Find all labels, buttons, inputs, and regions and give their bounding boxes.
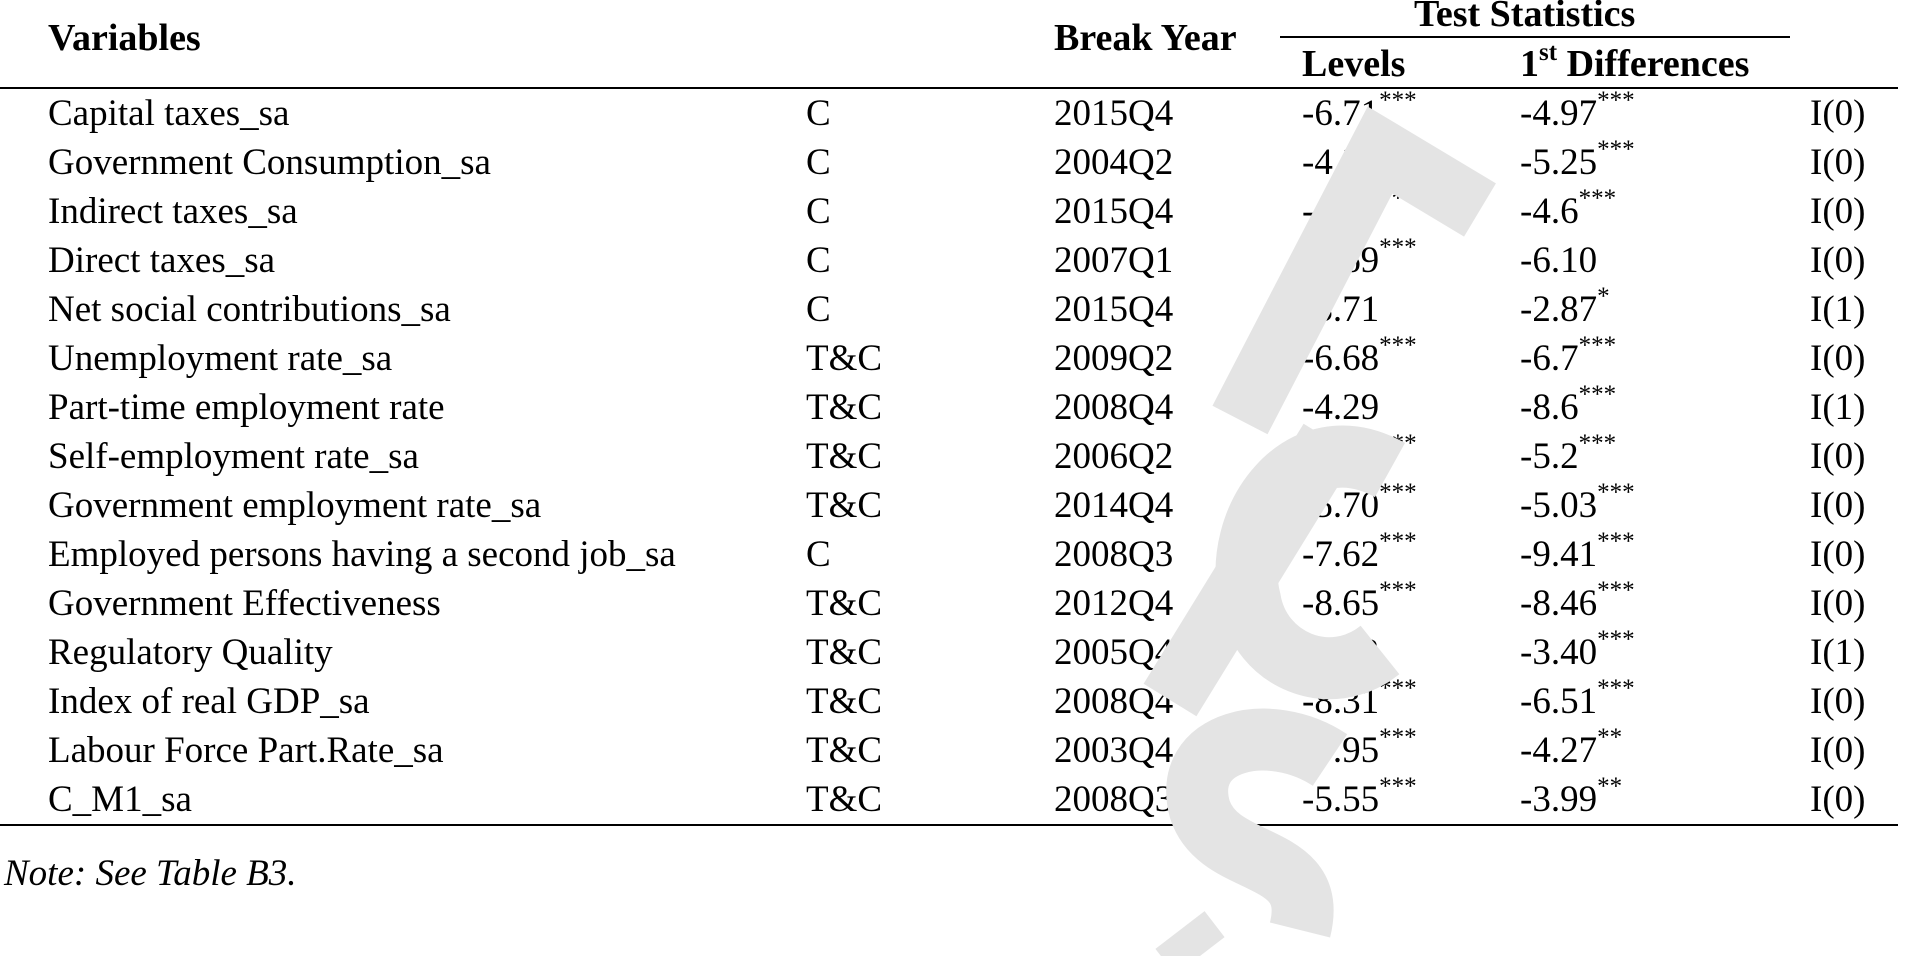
integration-order-cell-value: I(0) (1810, 436, 1866, 477)
variable-cell (48, 726, 444, 775)
break-year-cell (1054, 530, 1173, 579)
differences-cell (1520, 478, 1635, 530)
differences-cell (1520, 135, 1635, 187)
differences-cell (1520, 723, 1623, 775)
differences-cell (1520, 772, 1623, 824)
significance-stars: *** (1578, 380, 1617, 408)
variable-cell-value: C_M1_sa (48, 779, 192, 820)
break-year-cell-value: 2015Q4 (1054, 191, 1174, 232)
variable-cell-value: Direct taxes_sa (48, 240, 276, 281)
levels-cell-value: -6.68 (1302, 338, 1380, 379)
differences-cell-value: -8.6 (1520, 387, 1579, 428)
variable-cell-value: Unemployment rate_sa (48, 338, 393, 379)
model-cell-value: C (806, 289, 831, 330)
integration-order-cell (1810, 726, 1865, 775)
watermark-letter-u (1180, 930, 1200, 956)
break-year-cell (1054, 775, 1173, 824)
levels-cell (1302, 723, 1417, 775)
significance-stars: ** (1597, 723, 1623, 751)
levels-cell (1302, 233, 1417, 285)
significance-stars: *** (1597, 527, 1635, 555)
header-differences-label: Differences (1557, 43, 1750, 85)
model-cell (806, 530, 831, 579)
significance-stars: * (1597, 282, 1610, 310)
integration-order-cell-value: I(0) (1810, 583, 1866, 624)
model-cell (806, 677, 882, 726)
variable-cell-value: Government Consumption_sa (48, 142, 491, 183)
header-test-statistics: Test Statistics (1414, 0, 1636, 35)
variable-cell (48, 89, 289, 138)
integration-order-cell (1810, 89, 1865, 138)
variable-cell (48, 579, 441, 628)
integration-order-cell-value: I(0) (1810, 338, 1866, 379)
header-differences-ordinal: 1 (1520, 43, 1539, 85)
differences-cell-value: -6.10 (1520, 240, 1598, 281)
levels-cell-value: -4.22 (1302, 632, 1380, 673)
integration-order-cell (1810, 530, 1865, 579)
levels-cell (1302, 184, 1405, 236)
break-year-cell (1054, 187, 1173, 236)
model-cell (806, 775, 882, 824)
model-cell-value: T&C (806, 632, 883, 673)
levels-cell-value: -4.29 (1302, 387, 1380, 428)
variable-cell-value: Self-employment rate_sa (48, 436, 419, 477)
break-year-cell-value: 2003Q4 (1054, 730, 1174, 771)
model-cell (806, 187, 831, 236)
significance-stars: *** (1379, 233, 1417, 261)
variable-cell (48, 677, 370, 726)
differences-cell-value: -4.97 (1520, 93, 1598, 134)
break-year-cell-value: 2008Q4 (1054, 387, 1174, 428)
table-row (0, 429, 1909, 481)
model-cell-value: T&C (806, 387, 883, 428)
variable-cell-value: Government Effectiveness (48, 583, 441, 624)
break-year-cell-value: 2006Q2 (1054, 436, 1174, 477)
break-year-cell-value: 2008Q3 (1054, 779, 1174, 820)
table-row (0, 135, 1909, 187)
break-year-cell (1054, 481, 1173, 530)
model-cell (806, 432, 882, 481)
break-year-cell (1054, 677, 1173, 726)
model-cell-value: T&C (806, 583, 883, 624)
differences-cell (1520, 674, 1635, 726)
integration-order-cell (1810, 383, 1865, 432)
model-cell (806, 628, 882, 677)
differences-cell-value: -3.40 (1520, 632, 1598, 673)
levels-cell-value: -5.70 (1302, 485, 1380, 526)
table-row (0, 282, 1909, 334)
differences-cell-value: -4.6 (1520, 191, 1579, 232)
break-year-cell-value: 2008Q4 (1054, 681, 1174, 722)
model-cell (806, 285, 831, 334)
significance-stars: *** (1578, 331, 1617, 359)
table-row (0, 380, 1909, 432)
break-year-cell (1054, 579, 1173, 628)
integration-order-cell (1810, 579, 1865, 628)
differences-cell (1520, 236, 1597, 285)
levels-cell-value: -5.55 (1302, 779, 1380, 820)
differences-cell (1520, 527, 1635, 579)
table-row (0, 86, 1909, 138)
significance-stars: ** (1597, 772, 1623, 800)
levels-cell (1302, 86, 1417, 138)
header-differences (1520, 39, 1750, 86)
variable-cell-value: Government employment rate_sa (48, 485, 542, 526)
table-row (0, 478, 1909, 530)
header-differences-sup: st (1539, 39, 1558, 67)
break-year-cell (1054, 138, 1173, 187)
levels-cell (1302, 285, 1379, 334)
levels-cell (1302, 772, 1417, 824)
model-cell-value: C (806, 191, 831, 232)
significance-stars: *** (1379, 478, 1417, 506)
differences-cell-value: -5.03 (1520, 485, 1598, 526)
levels-cell (1302, 527, 1417, 579)
model-cell-value: C (806, 93, 831, 134)
differences-cell-value: -2.87 (1520, 289, 1598, 330)
variable-cell-value: Index of real GDP_sa (48, 681, 370, 722)
integration-order-cell-value: I(0) (1810, 681, 1866, 722)
significance-stars: *** (1597, 135, 1635, 163)
variable-cell (48, 383, 445, 432)
differences-cell-value: -5.2 (1520, 436, 1579, 477)
significance-stars: *** (1597, 625, 1635, 653)
model-cell (806, 138, 831, 187)
variable-cell-value: Part-time employment rate (48, 387, 445, 428)
integration-order-cell (1810, 628, 1865, 677)
levels-cell-value: -6.71 (1302, 93, 1380, 134)
variable-cell (48, 775, 192, 824)
levels-cell (1302, 478, 1417, 530)
table-row (0, 184, 1909, 236)
levels-cell-value: -7.23 (1302, 436, 1380, 477)
model-cell (806, 89, 831, 138)
differences-cell-value: -9.41 (1520, 534, 1598, 575)
model-cell-value: T&C (806, 485, 883, 526)
variable-cell-value: Net social contributions_sa (48, 289, 451, 330)
break-year-cell-value: 2015Q4 (1054, 93, 1174, 134)
levels-cell-value: -5.95 (1302, 730, 1380, 771)
header-levels: Levels (1302, 43, 1406, 85)
break-year-cell (1054, 432, 1173, 481)
integration-order-cell-value: I(0) (1810, 779, 1866, 820)
integration-order-cell-value: I(0) (1810, 730, 1866, 771)
break-year-cell (1054, 334, 1173, 383)
differences-cell (1520, 86, 1635, 138)
integration-order-cell (1810, 677, 1865, 726)
significance-stars: *** (1379, 331, 1417, 359)
differences-cell-value: -4.27 (1520, 730, 1598, 771)
table-row (0, 772, 1909, 824)
significance-stars: *** (1379, 772, 1417, 800)
significance-stars: *** (1597, 674, 1635, 702)
significance-stars: *** (1578, 429, 1617, 457)
significance-stars: * (1379, 135, 1392, 163)
break-year-cell-value: 2005Q4 (1054, 632, 1174, 673)
table-row (0, 674, 1909, 726)
integration-order-cell-value: I(0) (1810, 240, 1866, 281)
break-year-cell (1054, 628, 1173, 677)
levels-cell-value: -7.62 (1302, 534, 1380, 575)
significance-stars: *** (1597, 86, 1635, 114)
differences-cell (1520, 380, 1617, 432)
variable-cell-value: Indirect taxes_sa (48, 191, 298, 232)
model-cell (806, 579, 882, 628)
levels-cell (1302, 628, 1379, 677)
table-row (0, 625, 1909, 677)
model-cell-value: T&C (806, 779, 883, 820)
model-cell-value: T&C (806, 681, 883, 722)
break-year-cell (1054, 285, 1173, 334)
break-year-cell (1054, 726, 1173, 775)
levels-cell-value: -8.65 (1302, 583, 1380, 624)
break-year-cell-value: 2008Q3 (1054, 534, 1174, 575)
significance-stars: ** (1379, 184, 1405, 212)
model-cell-value: C (806, 240, 831, 281)
model-cell-value: C (806, 534, 831, 575)
variable-cell (48, 334, 392, 383)
variable-cell (48, 187, 298, 236)
differences-cell-value: -8.46 (1520, 583, 1598, 624)
variable-cell (48, 236, 275, 285)
levels-cell-value: -8.31 (1302, 681, 1380, 722)
integration-order-cell-value: I(0) (1810, 534, 1866, 575)
model-cell-value: C (806, 142, 831, 183)
integration-order-cell (1810, 285, 1865, 334)
integration-order-cell-value: I(1) (1810, 387, 1866, 428)
table-row (0, 331, 1909, 383)
levels-cell (1302, 331, 1417, 383)
levels-cell (1302, 576, 1417, 628)
levels-cell (1302, 674, 1417, 726)
levels-cell (1302, 429, 1417, 481)
levels-cell (1302, 135, 1392, 187)
differences-cell (1520, 576, 1635, 628)
table-row (0, 233, 1909, 285)
integration-order-cell-value: I(0) (1810, 191, 1866, 232)
table-note: Note: See Table B3. (4, 853, 297, 894)
levels-cell-value: -3.71 (1302, 289, 1380, 330)
variable-cell (48, 530, 676, 579)
test-statistics-rule (1280, 36, 1790, 38)
header-break-year: Break Year (1054, 17, 1237, 59)
variable-cell (48, 285, 451, 334)
integration-order-cell (1810, 432, 1865, 481)
significance-stars: *** (1379, 86, 1417, 114)
significance-stars: *** (1379, 674, 1417, 702)
model-cell-value: T&C (806, 730, 883, 771)
model-cell-value: T&C (806, 436, 883, 477)
table-row (0, 527, 1909, 579)
model-cell-value: T&C (806, 338, 883, 379)
variable-cell (48, 432, 419, 481)
variable-cell (48, 138, 491, 187)
variable-cell-value: Employed persons having a second job_sa (48, 534, 676, 575)
significance-stars: *** (1597, 478, 1635, 506)
levels-cell (1302, 383, 1379, 432)
differences-cell (1520, 331, 1617, 383)
differences-cell-value: -6.7 (1520, 338, 1579, 379)
variable-cell-value: Regulatory Quality (48, 632, 333, 673)
break-year-cell-value: 2004Q2 (1054, 142, 1174, 183)
integration-order-cell-value: I(1) (1810, 289, 1866, 330)
model-cell (806, 383, 882, 432)
differences-cell-value: -5.25 (1520, 142, 1598, 183)
break-year-cell-value: 2007Q1 (1054, 240, 1174, 281)
model-cell (806, 481, 882, 530)
break-year-cell (1054, 236, 1173, 285)
differences-cell (1520, 282, 1610, 334)
levels-cell-value: -5.69 (1302, 240, 1380, 281)
break-year-cell-value: 2014Q4 (1054, 485, 1174, 526)
table-bottom-rule (0, 824, 1898, 826)
variable-cell-value: Labour Force Part.Rate_sa (48, 730, 444, 771)
significance-stars: *** (1379, 576, 1417, 604)
significance-stars: *** (1597, 576, 1635, 604)
differences-cell-value: -6.51 (1520, 681, 1598, 722)
model-cell (806, 236, 831, 285)
differences-cell (1520, 625, 1635, 677)
table-row (0, 576, 1909, 628)
significance-stars: *** (1379, 429, 1417, 457)
differences-cell-value: -3.99 (1520, 779, 1598, 820)
variable-cell (48, 481, 541, 530)
significance-stars: *** (1578, 184, 1617, 212)
integration-order-cell-value: I(0) (1810, 93, 1866, 134)
significance-stars: *** (1379, 527, 1417, 555)
levels-cell-value: -4.30 (1302, 142, 1380, 183)
integration-order-cell (1810, 187, 1865, 236)
significance-stars: *** (1379, 723, 1417, 751)
table-row (0, 723, 1909, 775)
integration-order-cell (1810, 138, 1865, 187)
break-year-cell (1054, 89, 1173, 138)
break-year-cell (1054, 383, 1173, 432)
integration-order-cell (1810, 481, 1865, 530)
variable-cell (48, 628, 333, 677)
break-year-cell-value: 2009Q2 (1054, 338, 1174, 379)
integration-order-cell (1810, 334, 1865, 383)
break-year-cell-value: 2012Q4 (1054, 583, 1174, 624)
integration-order-cell (1810, 236, 1865, 285)
model-cell (806, 334, 882, 383)
header-variables: Variables (48, 17, 201, 59)
differences-cell (1520, 429, 1617, 481)
integration-order-cell-value: I(0) (1810, 142, 1866, 183)
integration-order-cell (1810, 775, 1865, 824)
model-cell (806, 726, 882, 775)
levels-cell-value: -4.79 (1302, 191, 1380, 232)
integration-order-cell-value: I(0) (1810, 485, 1866, 526)
variable-cell-value: Capital taxes_sa (48, 93, 290, 134)
differences-cell (1520, 184, 1617, 236)
integration-order-cell-value: I(1) (1810, 632, 1866, 673)
break-year-cell-value: 2015Q4 (1054, 289, 1174, 330)
